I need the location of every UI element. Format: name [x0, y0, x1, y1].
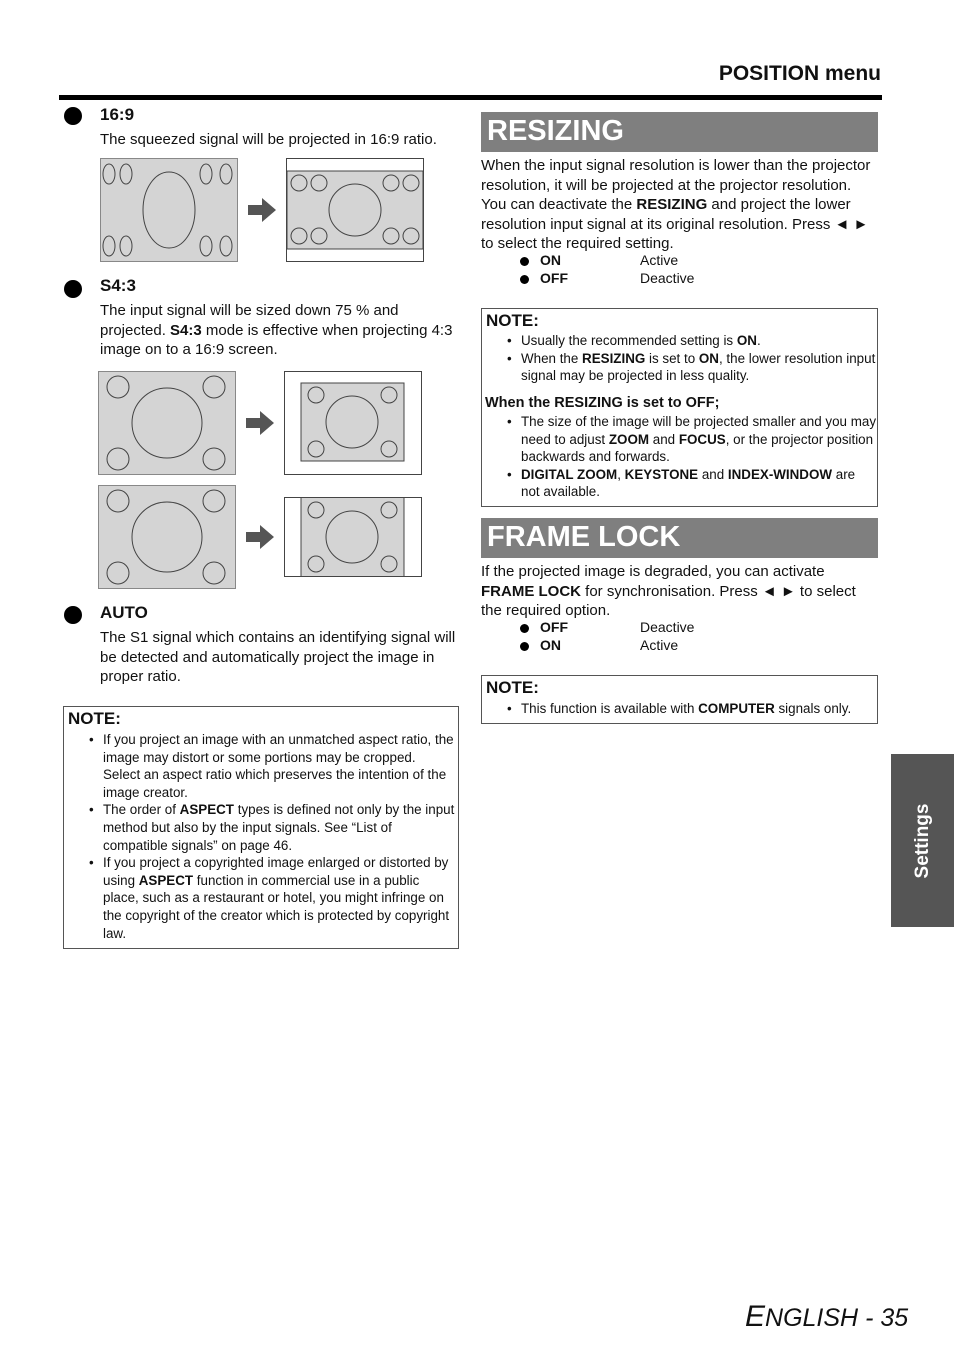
page-header-title: POSITION menu	[718, 62, 881, 85]
header-rule	[59, 95, 882, 100]
option-row	[520, 252, 820, 270]
note-box-frame-lock	[481, 675, 878, 724]
item-text-16-9: The squeezed signal will be projected in 16:9 ratio.	[100, 131, 437, 148]
option-row	[520, 637, 820, 655]
item-heading-s4-3: S4:3	[100, 276, 136, 295]
resizing-options	[520, 252, 820, 287]
footer-lang-initial: E	[745, 1300, 766, 1333]
section-title-frame-lock: FRAME LOCK	[481, 518, 878, 558]
note-list	[67, 731, 459, 942]
arrow-right-icon	[246, 411, 274, 435]
diagram-4-3-source	[98, 371, 236, 475]
note-item: • DIGITAL ZOOM, KEYSTONE and INDEX-WINDOW are not available.	[485, 466, 877, 501]
note-box-aspect	[63, 706, 459, 949]
diagram-4-3-source-b	[98, 485, 236, 589]
frame-lock-description: If the projected image is degraded, you can activate FRAME LOCK for synchronisation. Press ◄ ► to select the required option.	[481, 563, 856, 619]
bullet-icon	[520, 642, 529, 651]
item-text-auto: The S1 signal which contains an identifying signal will be detected and automatically project the image in proper ratio.	[100, 629, 456, 685]
option-key: OFF	[540, 269, 568, 286]
note-list	[485, 332, 877, 385]
footer-lang: NGLISH	[765, 1304, 859, 1332]
option-value: Active	[640, 252, 679, 268]
note-box-resizing	[481, 308, 878, 507]
option-value: Active	[640, 636, 679, 653]
option-row	[520, 619, 820, 637]
arrow-right-icon	[246, 525, 274, 549]
diagram-s4-3-result-b	[284, 497, 422, 577]
page-number: - 35	[865, 1304, 909, 1332]
side-tab-settings[interactable]	[891, 754, 954, 927]
side-tab-label: Settings	[911, 803, 933, 878]
bullet-icon	[64, 280, 82, 298]
note-item: • The order of ASPECT types is defined not only by the input method but also by the input signals. See “List of compatible signals” on page 46.	[67, 801, 455, 854]
note-item: • The size of the image will be projected smaller and you may need to adjust ZOOM and FOCUS, or the projector position backwards and forwards.	[485, 413, 877, 466]
note-item: • If you project a copyrighted image enlarged or distorted by using ASPECT function in commercial use in a public place, such as a restaurant or hotel, you might infringe on the copyright of the creator which is protected by copyright law.	[67, 854, 455, 942]
bullet-icon	[64, 107, 82, 125]
section-title-resizing: RESIZING	[481, 112, 878, 152]
note-item: • This function is available with COMPUTER signals only.	[485, 700, 879, 718]
frame-lock-options	[520, 619, 820, 654]
arrow-right-icon	[248, 198, 276, 222]
bullet-icon	[520, 257, 529, 266]
item-text-s4-3: The input signal will be sized down 75 % and projected. S4:3 mode is effective when projecting 4:3 image on to a 16:9 screen.	[100, 302, 453, 358]
note-item: • When the RESIZING is set to ON, the lower resolution input signal may be projected in less quality.	[485, 350, 877, 385]
bullet-icon	[520, 624, 529, 633]
option-key: ON	[540, 252, 561, 268]
bullet-icon	[64, 606, 82, 624]
note-subheading: When the RESIZING is set to OFF;	[485, 395, 720, 411]
page-footer	[745, 1300, 910, 1334]
diagram-s4-3-result-a	[284, 371, 422, 475]
diagram-16-9-result	[286, 158, 424, 262]
note-title: NOTE:	[486, 678, 539, 697]
option-key: ON	[540, 636, 561, 653]
note-item: • If you project an image with an unmatched aspect ratio, the image may distort or some portions may be cropped. Select an aspect ratio which preserves the intention of the image creator.	[67, 731, 455, 801]
note-title: NOTE:	[68, 709, 121, 728]
bullet-icon	[520, 275, 529, 284]
resizing-description: When the input signal resolution is lower than the projector resolution, it will be projected at the projector resolution. You can deactivate the RESIZING and project the lower resolution input signal at its original resolution. Press ◄ ► to select the required setting.	[481, 157, 871, 252]
note-list	[485, 413, 877, 501]
option-value: Deactive	[640, 269, 695, 286]
item-heading-auto: AUTO	[100, 603, 148, 622]
note-item: • Usually the recommended setting is ON.	[485, 332, 877, 350]
item-heading-16-9: 16:9	[100, 105, 135, 124]
diagram-squeezed-source	[100, 158, 238, 262]
option-key: OFF	[540, 619, 568, 635]
note-title: NOTE:	[486, 311, 539, 330]
option-value: Deactive	[640, 619, 695, 635]
option-row	[520, 270, 820, 288]
note-list	[485, 700, 879, 718]
